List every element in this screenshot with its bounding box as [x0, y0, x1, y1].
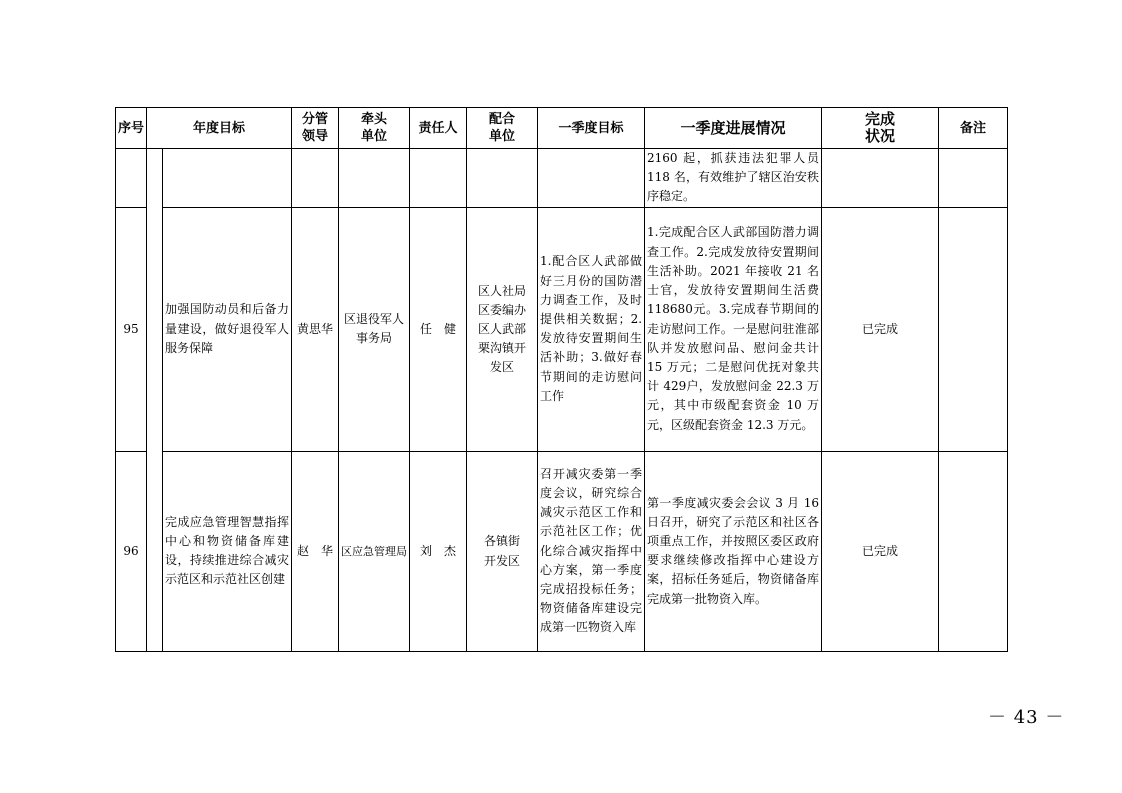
row-no	[116, 149, 147, 208]
row-leader: 赵 华	[292, 451, 339, 651]
header-coop-unit-text: 配合单位	[489, 112, 516, 144]
row-lead-unit: 区退役军人事务局	[339, 207, 410, 451]
table-row	[116, 207, 1008, 451]
row-q1-progress: 第一季度减灾委会会议 3 月 16 日召开，研究了示范区和社区各项重点工作，并按照区委区政府要求继续修改指挥中心建设方案，招标任务延后，物资储备库完成第一批物资入库。	[645, 451, 822, 651]
row-lead-unit	[339, 149, 410, 208]
progress-table-container	[115, 107, 1007, 652]
row-no: 95	[116, 207, 147, 451]
table-row	[116, 149, 1008, 208]
row-remark	[939, 207, 1008, 451]
row-coop-unit	[467, 149, 538, 208]
header-status-text: 完成状况	[865, 110, 896, 145]
row-q1-goal: 召开减灾委第一季度会议，研究综合减灾示范区工作和示范社区工作；优化综合减灾指挥中心方案，第一季度完成招投标任务；物资储备库建设完成第一匹物资入库	[538, 451, 645, 651]
row-remark	[939, 149, 1008, 208]
row-q1-progress: 2160 起，抓获违法犯罪人员118 名，有效维护了辖区治安秩序稳定。	[645, 149, 822, 208]
row-no: 96	[116, 451, 147, 651]
header-status	[822, 108, 939, 149]
row-leader: 黄思华	[292, 207, 339, 451]
row-gap-cell	[147, 207, 163, 451]
row-gap-cell	[147, 149, 163, 208]
header-leader-text: 分管领导	[302, 112, 329, 144]
row-owner: 刘 杰	[410, 451, 467, 651]
page-number: － 43 －	[988, 707, 1065, 728]
header-lead-unit-text: 牵头单位	[361, 112, 388, 144]
row-owner: 任 健	[410, 207, 467, 451]
row-status: 已完成	[822, 451, 939, 651]
row-lead-unit: 区应急管理局	[339, 451, 410, 651]
row-status: 已完成	[822, 207, 939, 451]
progress-table	[115, 107, 1008, 652]
header-annual-goal: 年度目标	[147, 108, 292, 149]
header-q1-progress: 一季度进展情况	[645, 108, 822, 149]
header-no: 序号	[116, 108, 147, 149]
row-leader	[292, 149, 339, 208]
header-q1-goal: 一季度目标	[538, 108, 645, 149]
row-status	[822, 149, 939, 208]
row-annual-goal: 完成应急管理智慧指挥中心和物资储备库建设，持续推进综合减灾示范区和示范社区创建	[163, 451, 292, 651]
row-remark	[939, 451, 1008, 651]
row-annual-goal	[163, 149, 292, 208]
header-owner: 责任人	[410, 108, 467, 149]
header-leader	[292, 108, 339, 149]
header-coop-unit	[467, 108, 538, 149]
row-q1-goal	[538, 149, 645, 208]
row-gap-cell	[147, 451, 163, 651]
row-coop-unit	[467, 207, 538, 451]
row-owner	[410, 149, 467, 208]
row-q1-goal: 1.配合区人武部做好三月份的国防潜力调查工作，及时提供相关数据；2.发放待安置期间生活补助；3.做好春节期间的走访慰问工作	[538, 207, 645, 451]
table-row	[116, 451, 1008, 651]
header-remark: 备注	[939, 108, 1008, 149]
row-coop-unit-text: 区人社局区委编办区人武部栗沟镇开发区	[478, 283, 527, 374]
row-annual-goal: 加强国防动员和后备力量建设，做好退役军人服务保障	[163, 207, 292, 451]
header-row	[116, 108, 1008, 149]
header-lead-unit	[339, 108, 410, 149]
row-coop-unit	[467, 451, 538, 651]
row-coop-unit-text: 各镇街开发区	[484, 534, 521, 568]
row-q1-progress: 1.完成配合区人武部国防潜力调查工作。2.完成发放待安置期间生活补助。2021 年接收 21 名士官，发放待安置期间生活费 118680元。3.完成春节期间的走访慰问工作。一是慰问驻淮部队并发放慰问品、慰问金共计 15 万元；二是慰问优抚对象共计 429户，发放慰问金 22.3 万元，其中市级配套资金 10 万元，区级配套资金 12.3 万元。	[645, 207, 822, 451]
